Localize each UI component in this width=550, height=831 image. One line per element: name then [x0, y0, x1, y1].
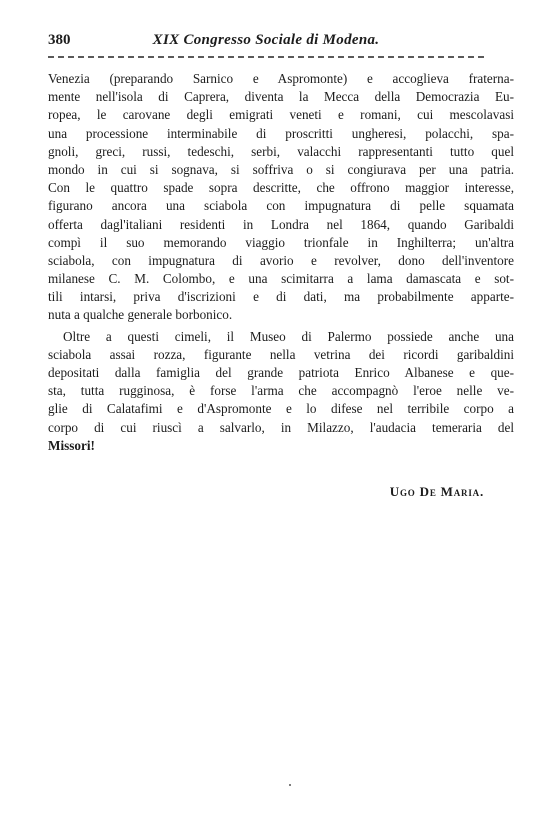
header-rule	[48, 56, 484, 58]
text-line: sta, tutta rugginosa, è forse l'arma che accompagnò l'eroe nelle ve-	[48, 383, 514, 399]
text-line: mente nell'isola di Caprera, diventa la Mecca della Democrazia Eu-	[48, 89, 514, 105]
paragraph	[48, 70, 514, 325]
print-speck	[289, 784, 291, 786]
text-line: gnoli, greci, russi, tedeschi, serbi, valacchi rappresentanti tutto quel	[48, 143, 514, 159]
text-line: milanese C. M. Colombo, e una scimitarra a lama damascata e sot-	[48, 271, 514, 287]
text-line: mondo in cui si sognava, si soffriva o si congiurava per una patria.	[48, 161, 514, 177]
running-head: XIX Congresso Sociale di Modena.	[152, 32, 380, 48]
text-line: sciabola assai rozza, figurante nella vetrina dei ricordi garibaldini	[48, 346, 514, 362]
page-number: 380	[48, 32, 71, 48]
page-header	[48, 28, 484, 52]
text-line: offerta dagl'italiani residenti in Londra nel 1864, quando Garibaldi	[48, 216, 514, 232]
text-line: corpo di cui riuscì a salvarlo, in Milazzo, l'audacia temeraria del	[48, 419, 514, 435]
text-line: compì il suo memorando viaggio trionfale in Inghilterra; un'altra	[48, 234, 514, 250]
text-line: glie di Calatafimi e d'Aspromonte e lo difese nel terribile corpo a	[48, 401, 514, 417]
text-line: Missori!	[48, 437, 95, 453]
text-line: Con le quattro spade sopra descritte, che offrono maggior interesse,	[48, 180, 514, 196]
text-line: una processione interminabile di proscritti ungheresi, polacchi, spa-	[48, 125, 514, 141]
text-line: figurano ancora una sciabola con impugnatura di pelle squamata	[48, 198, 514, 214]
text-line: tili intarsi, priva d'iscrizioni e di dati, ma probabilmente apparte-	[48, 289, 514, 305]
body-text	[48, 70, 514, 455]
text-line: nuta a qualche generale borbonico.	[48, 307, 233, 323]
text-line: depositati dalla famiglia del grande patriota Enrico Albanese e que-	[48, 365, 514, 380]
author-signature: Ugo De Maria.	[389, 484, 484, 499]
text-line: ropea, le carovane degli emigrati veneti e romani, cui mescolavasi	[48, 107, 514, 123]
paragraph	[48, 328, 514, 455]
text-line: Venezia (preparando Sarnico e Aspromonte) e accoglieva fraterna-	[48, 71, 514, 86]
text-line: Oltre a questi cimeli, il Museo di Palermo possiede anche una	[63, 328, 514, 344]
text-line: sciabola, con impugnatura di avorio e revolver, dono dell'inventore	[48, 252, 514, 268]
